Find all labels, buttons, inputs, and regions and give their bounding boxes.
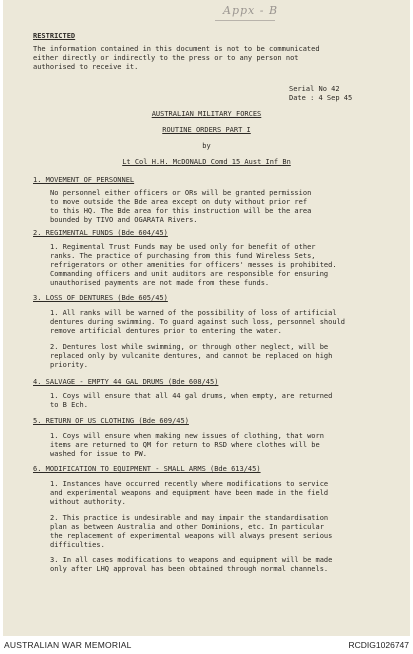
section-3-line-1: 1. All ranks will be warned of the possibility of loss of artificial bbox=[50, 309, 337, 317]
section-1-line-2: to move outside the Bde area except on duty without prior ref bbox=[50, 198, 308, 206]
notice-line-2: either directly or indirectly to the press or to any person not bbox=[33, 54, 299, 62]
document-page bbox=[3, 0, 410, 636]
section-3-line-2: dentures during swimming. To guard against such loss, personnel should bbox=[50, 318, 346, 326]
section-6-line-5: plan as between Australia and other Dominions, etc. In particular bbox=[50, 523, 324, 531]
serial-number: Serial No 42 bbox=[289, 85, 340, 93]
footer-record-id: RCDIG1026747 bbox=[348, 640, 409, 650]
section-2-line-1: 1. Regimental Trust Funds may be used only for benefit of other bbox=[50, 243, 316, 251]
section-6-line-9: only after LHQ approval has been obtained through normal channels. bbox=[50, 565, 329, 573]
section-2-line-5: unauthorised payments are not made from these funds. bbox=[50, 279, 270, 287]
notice-line-1: The information contained in this document is not to be communicated bbox=[33, 45, 320, 53]
organisation-heading: AUSTRALIAN MILITARY FORCES bbox=[151, 110, 262, 118]
section-heading-2: 2. REGIMENTAL FUNDS (Bde 604/45) bbox=[33, 229, 168, 237]
section-heading-3: 3. LOSS OF DENTURES (Bde 605/45) bbox=[33, 294, 168, 302]
section-6-line-6: the replacement of experimental weapons will always present serious bbox=[50, 532, 333, 540]
section-6-line-3: without authority. bbox=[50, 498, 126, 506]
section-6-line-2: and experimental weapons and equipment have been made in the field bbox=[50, 489, 329, 497]
section-5-line-3: washed for issue to PW. bbox=[50, 450, 147, 458]
section-1-line-1: No personnel either officers or ORs will be granted permission bbox=[50, 189, 312, 197]
section-heading-6: 6. MODIFICATION TO EQUIPMENT - SMALL ARMS (Bde 613/45) bbox=[33, 465, 261, 473]
by-line: by bbox=[202, 142, 211, 150]
section-2-line-3: refrigerators or other amenities for officers' messes is prohibited. bbox=[50, 261, 337, 269]
section-3-line-5: replaced only by vulcanite dentures, and cannot be replaced on high bbox=[50, 352, 333, 360]
section-4-line-2: to B Ech. bbox=[50, 401, 88, 409]
author-line: Lt Col H.H. McDONALD Comd 15 Aust Inf Bn bbox=[122, 158, 291, 166]
annotation-underline bbox=[215, 20, 275, 21]
section-3-line-3: remove artificial dentures prior to entering the water. bbox=[50, 327, 282, 335]
section-1-line-4: bounded by TIVO and OGARATA Rivers. bbox=[50, 216, 198, 224]
document-title: ROUTINE ORDERS PART I bbox=[162, 126, 251, 134]
section-4-line-1: 1. Coys will ensure that all 44 gal drums, when empty, are returned bbox=[50, 392, 333, 400]
section-3-line-4: 2. Dentures lost while swimming, or through other neglect, will be bbox=[50, 343, 329, 351]
classification-label: RESTRICTED bbox=[33, 32, 76, 40]
section-5-line-1: 1. Coys will ensure when making new issues of clothing, that worn bbox=[50, 432, 324, 440]
archive-footer bbox=[0, 636, 413, 654]
section-6-line-8: 3. In all cases modifications to weapons and equipment will be made bbox=[50, 556, 333, 564]
footer-source: AUSTRALIAN WAR MEMORIAL bbox=[4, 640, 132, 650]
section-6-line-1: 1. Instances have occurred recently where modifications to service bbox=[50, 480, 329, 488]
section-3-line-6: priority. bbox=[50, 361, 88, 369]
section-6-line-7: difficulties. bbox=[50, 541, 105, 549]
section-heading-4: 4. SALVAGE - EMPTY 44 GAL DRUMS (Bde 608/45) bbox=[33, 378, 219, 386]
section-heading-1: 1. MOVEMENT OF PERSONNEL bbox=[33, 176, 135, 184]
section-heading-5: 5. RETURN OF US CLOTHING (Bde 609/45) bbox=[33, 417, 189, 425]
section-2-line-2: ranks. The practice of purchasing from this fund Wireless Sets, bbox=[50, 252, 316, 260]
section-1-line-3: to this HQ. The Bde area for this instruction will be the area bbox=[50, 207, 312, 215]
section-2-line-4: Commanding officers and unit auditors are responsible for ensuring bbox=[50, 270, 329, 278]
notice-line-3: authorised to receive it. bbox=[33, 63, 139, 71]
handwritten-annotation: Appx - B bbox=[223, 4, 279, 17]
section-5-line-2: items are returned to QM for return to RSD where clothes will be bbox=[50, 441, 320, 449]
section-6-line-4: 2. This practice is undesirable and may impair the standardisation bbox=[50, 514, 329, 522]
document-date: Date : 4 Sep 45 bbox=[289, 94, 353, 102]
